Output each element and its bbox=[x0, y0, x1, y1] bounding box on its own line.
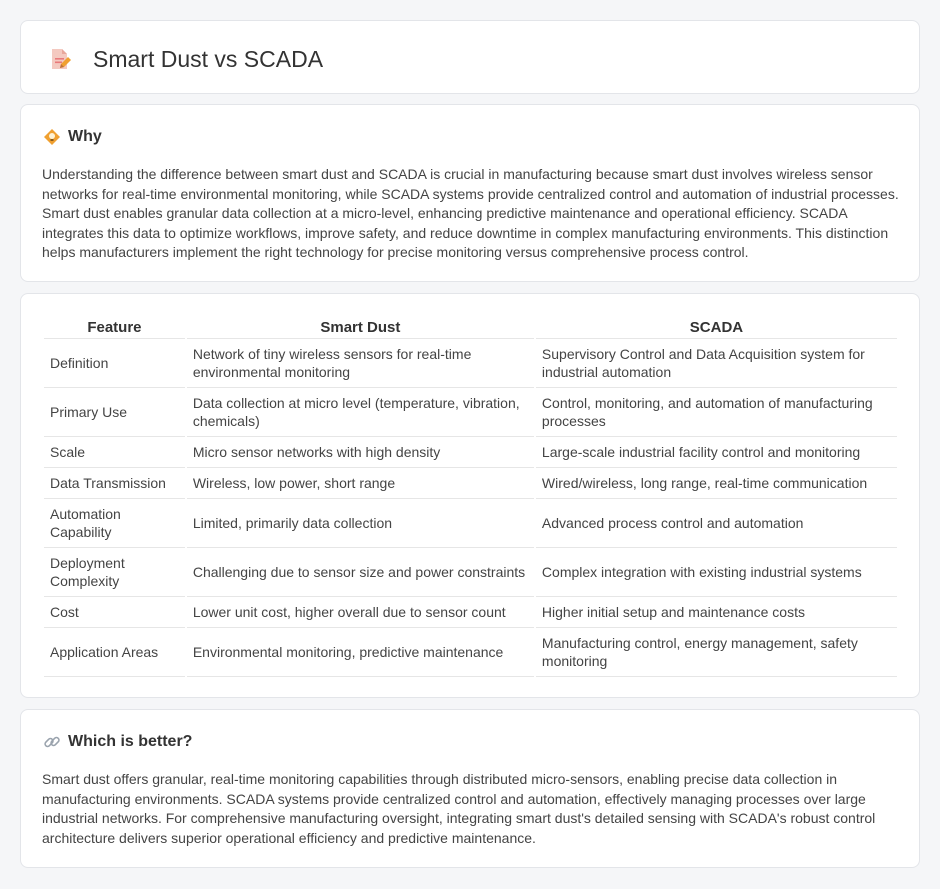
scada-cell: Complex integration with existing industrial systems bbox=[536, 548, 897, 597]
header-card bbox=[20, 20, 920, 94]
table-row bbox=[44, 628, 897, 677]
header-scada: SCADA bbox=[536, 316, 897, 339]
which-is-better-section bbox=[20, 709, 920, 868]
feature-cell: Data Transmission bbox=[44, 468, 185, 499]
smart-dust-cell: Data collection at micro level (temperature, vibration, chemicals) bbox=[187, 388, 534, 437]
comparison-table bbox=[42, 316, 899, 677]
table-header-row bbox=[44, 316, 897, 339]
feature-cell: Application Areas bbox=[44, 628, 185, 677]
feature-cell: Scale bbox=[44, 437, 185, 468]
smart-dust-cell: Network of tiny wireless sensors for real-time environmental monitoring bbox=[187, 339, 534, 388]
feature-cell: Definition bbox=[44, 339, 185, 388]
header-smart-dust: Smart Dust bbox=[187, 316, 534, 339]
table-row bbox=[44, 597, 897, 628]
why-title: Why bbox=[68, 128, 102, 145]
smart-dust-cell: Limited, primarily data collection bbox=[187, 499, 534, 548]
table-row bbox=[44, 468, 897, 499]
bulb-diamond-icon bbox=[43, 128, 61, 146]
document-edit-icon bbox=[48, 47, 72, 71]
table-row bbox=[44, 548, 897, 597]
better-heading bbox=[43, 733, 192, 751]
better-title: Which is better? bbox=[68, 733, 193, 750]
scada-cell: Higher initial setup and maintenance costs bbox=[536, 597, 897, 628]
comparison-section bbox=[20, 293, 920, 698]
smart-dust-cell: Challenging due to sensor size and power constraints bbox=[187, 548, 534, 597]
scada-cell: Wired/wireless, long range, real-time communication bbox=[536, 468, 897, 499]
smart-dust-cell: Wireless, low power, short range bbox=[187, 468, 534, 499]
scada-cell: Advanced process control and automation bbox=[536, 499, 897, 548]
scada-cell: Supervisory Control and Data Acquisition system for industrial automation bbox=[536, 339, 897, 388]
header-feature: Feature bbox=[44, 316, 185, 339]
scada-cell: Control, monitoring, and automation of manufacturing processes bbox=[536, 388, 897, 437]
table-row bbox=[44, 388, 897, 437]
better-text: Smart dust offers granular, real-time monitoring capabilities through distributed micro-sensors, enabling precise data collection in manufacturing environments. SCADA systems provide centralized control and automation, effectively managing processes over large industrial networks. For comprehensive manufacturing oversight, integrating smart dust's detailed sensing with SCADA's robust control architecture delivers superior operational efficiency and predictive maintenance. bbox=[42, 771, 876, 846]
feature-cell: Primary Use bbox=[44, 388, 185, 437]
table-row bbox=[44, 339, 897, 388]
link-icon bbox=[43, 733, 61, 751]
smart-dust-cell: Environmental monitoring, predictive maintenance bbox=[187, 628, 534, 677]
table-row bbox=[44, 499, 897, 548]
scada-cell: Large-scale industrial facility control and monitoring bbox=[536, 437, 897, 468]
page-title: Smart Dust vs SCADA bbox=[93, 46, 324, 72]
smart-dust-cell: Lower unit cost, higher overall due to sensor count bbox=[187, 597, 534, 628]
why-section bbox=[20, 104, 920, 282]
scada-cell: Manufacturing control, energy management, safety monitoring bbox=[536, 628, 897, 677]
feature-cell: Deployment Complexity bbox=[44, 548, 185, 597]
table-row bbox=[44, 437, 897, 468]
feature-cell: Cost bbox=[44, 597, 185, 628]
why-text: Understanding the difference between smart dust and SCADA is crucial in manufacturing because smart dust involves wireless sensor networks for real-time environmental monitoring, while SCADA systems provide centralized control and automation of industrial processes. Smart dust enables granular data collection at a micro-level, enhancing predictive maintenance and operational efficiency. SCADA integrates this data to optimize workflows, improve safety, and reduce downtime in complex manufacturing environments. This distinction helps manufacturers implement the right technology for precise monitoring versus comprehensive process control. bbox=[42, 166, 899, 260]
why-heading bbox=[43, 128, 102, 146]
smart-dust-cell: Micro sensor networks with high density bbox=[187, 437, 534, 468]
feature-cell: Automation Capability bbox=[44, 499, 185, 548]
